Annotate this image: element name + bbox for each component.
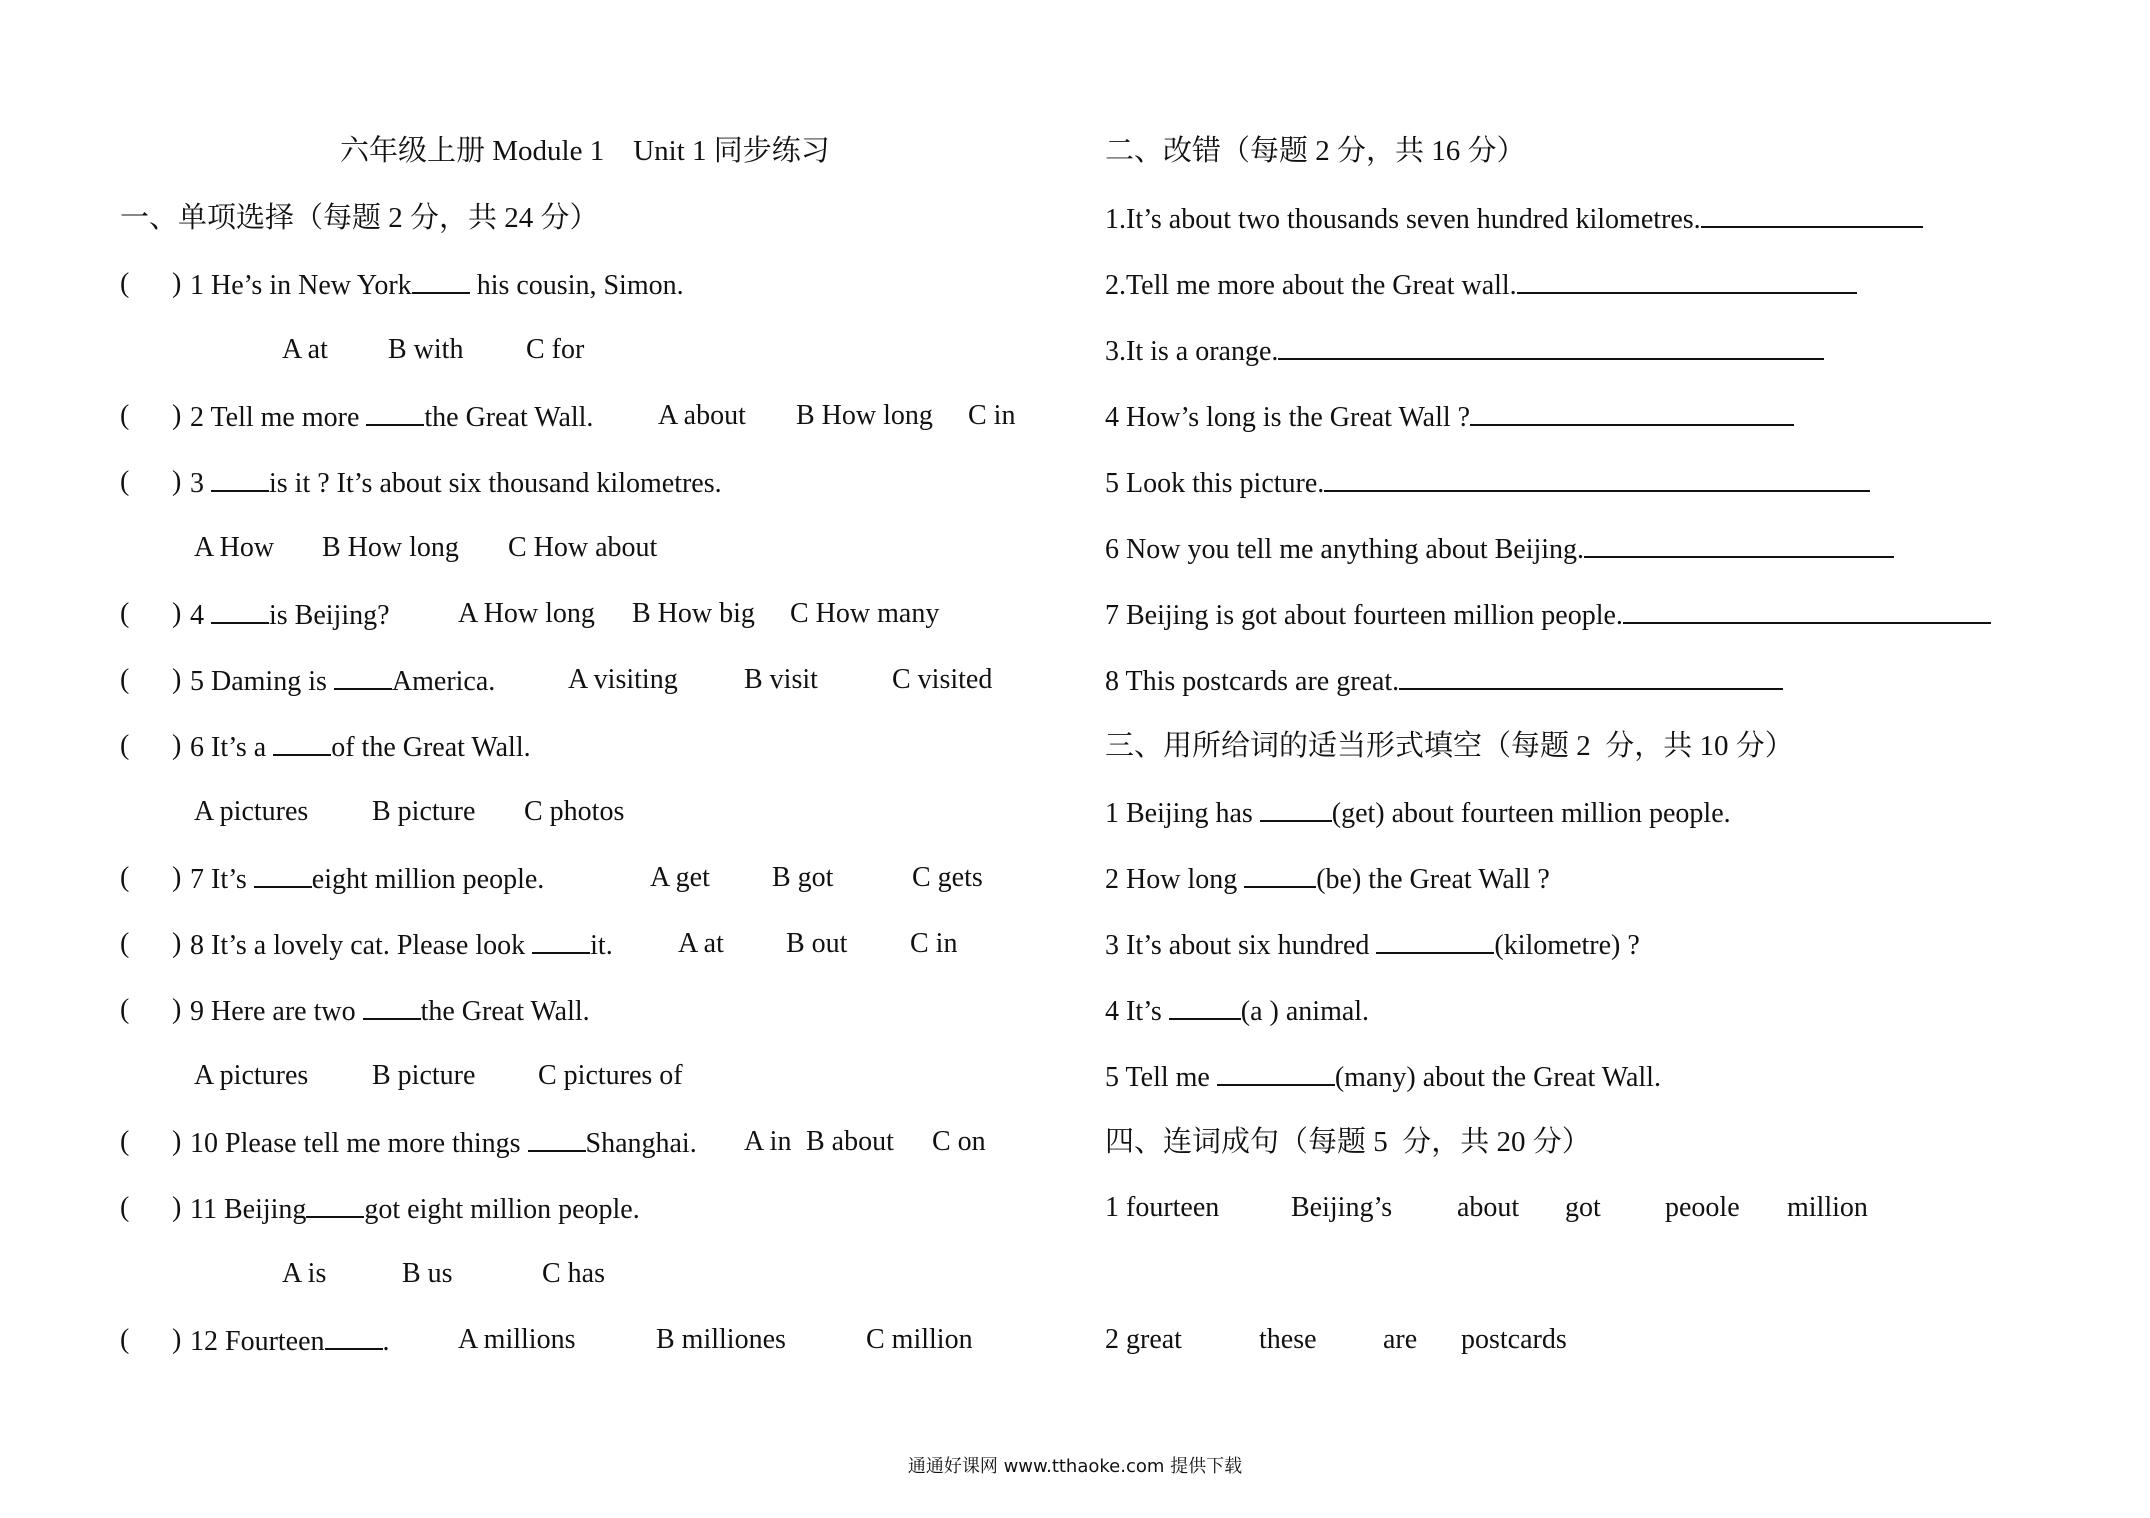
correction-sentence: 6 Now you tell me anything about Beijing. xyxy=(1105,534,1585,565)
question-text-part: America. xyxy=(391,666,496,697)
answer-blank[interactable] xyxy=(1324,468,1870,492)
answer-paren-close: ) xyxy=(172,664,182,695)
question-3-options xyxy=(120,534,1080,574)
fill-item-1 xyxy=(1105,798,2105,838)
correction-item-2 xyxy=(1105,270,2105,310)
answer-blank[interactable] xyxy=(254,864,312,888)
question-5 xyxy=(120,666,1080,706)
question-text-part: 2 Tell me more xyxy=(190,402,367,433)
option-c: C How about xyxy=(508,532,658,563)
fill-text-part: (many) about the Great Wall. xyxy=(1334,1062,1661,1093)
option-c: C pictures of xyxy=(538,1060,683,1091)
question-text xyxy=(190,600,390,630)
option-a: A pictures xyxy=(194,1060,309,1091)
question-text xyxy=(190,930,613,960)
correction-item-5 xyxy=(1105,468,2105,508)
answer-blank[interactable] xyxy=(1260,798,1332,822)
correction-item-1 xyxy=(1105,204,2105,244)
option-b: B How long xyxy=(322,532,459,563)
option-a: A get xyxy=(650,862,710,893)
question-12 xyxy=(120,1326,1080,1366)
option-c: C in xyxy=(968,400,1016,431)
answer-blank[interactable] xyxy=(532,930,590,954)
answer-blank[interactable] xyxy=(1517,270,1857,294)
answer-blank[interactable] xyxy=(211,468,269,492)
option-c: C visited xyxy=(892,664,993,695)
option-b: B got xyxy=(772,862,834,893)
fill-text-part: (be) the Great Wall ? xyxy=(1316,864,1550,895)
fill-item-3 xyxy=(1105,930,2105,970)
question-9-options xyxy=(120,1062,1080,1102)
option-b: B How big xyxy=(632,598,755,629)
option-b: B visit xyxy=(744,664,818,695)
answer-paren-close: ) xyxy=(172,268,182,299)
option-b: B out xyxy=(786,928,848,959)
question-10 xyxy=(120,1128,1080,1168)
correction-item-8 xyxy=(1105,666,2105,706)
answer-blank[interactable] xyxy=(325,1326,383,1350)
sentence-build-2 xyxy=(1105,1326,2105,1366)
question-1 xyxy=(120,270,1080,310)
question-6-options xyxy=(120,798,1080,838)
question-text xyxy=(190,732,531,762)
answer-blank[interactable] xyxy=(1623,600,1991,624)
answer-blank[interactable] xyxy=(528,1128,586,1152)
question-text-part: . xyxy=(382,1326,390,1357)
question-text-part: his cousin, Simon. xyxy=(469,270,684,301)
answer-blank[interactable] xyxy=(1399,666,1783,690)
question-11-options xyxy=(120,1260,1080,1300)
question-3 xyxy=(120,468,1080,508)
question-text xyxy=(190,666,495,696)
word-tile: got xyxy=(1565,1192,1601,1223)
answer-paren-close: ) xyxy=(172,466,182,497)
option-b: B picture xyxy=(372,796,476,827)
answer-blank[interactable] xyxy=(366,402,424,426)
answer-blank[interactable] xyxy=(412,270,470,294)
option-b: B How long xyxy=(796,400,933,431)
sentence-build-1 xyxy=(1105,1194,2105,1234)
fill-text-part: 3 It’s about six hundred xyxy=(1105,930,1377,961)
answer-blank[interactable] xyxy=(1470,402,1794,426)
answer-paren-close: ) xyxy=(172,1324,182,1355)
question-text xyxy=(190,1194,640,1224)
question-4 xyxy=(120,600,1080,640)
question-text-part: 10 Please tell me more things xyxy=(190,1128,528,1159)
answer-paren-open: ( xyxy=(120,994,130,1025)
option-a: A visiting xyxy=(568,664,678,695)
answer-paren-open: ( xyxy=(120,928,130,959)
answer-blank[interactable] xyxy=(1376,930,1494,954)
correction-sentence: 1.It’s about two thousands seven hundred kilometres. xyxy=(1105,204,1701,235)
answer-paren-open: ( xyxy=(120,1324,130,1355)
fill-text-part: (a ) animal. xyxy=(1240,996,1370,1027)
answer-paren-close: ) xyxy=(172,1192,182,1223)
correction-sentence: 2.Tell me more about the Great wall. xyxy=(1105,270,1517,301)
word-tile: million xyxy=(1787,1192,1868,1223)
correction-sentence: 3.It is a orange. xyxy=(1105,336,1279,367)
question-text-part: is Beijing? xyxy=(269,600,390,631)
option-a: A at xyxy=(282,334,328,365)
option-c: C has xyxy=(542,1258,605,1289)
option-b: B picture xyxy=(372,1060,476,1091)
answer-paren-close: ) xyxy=(172,400,182,431)
option-c: C photos xyxy=(524,796,625,827)
question-11 xyxy=(120,1194,1080,1234)
word-tile: about xyxy=(1457,1192,1520,1223)
fill-text-part: 5 Tell me xyxy=(1105,1062,1217,1093)
option-a: A millions xyxy=(458,1324,576,1355)
option-a: A How long xyxy=(458,598,595,629)
question-text-part: 9 Here are two xyxy=(190,996,363,1027)
fill-text-part: 4 It’s xyxy=(1105,996,1169,1027)
question-text-part: 4 xyxy=(190,600,211,631)
question-text-part: the Great Wall. xyxy=(424,402,594,433)
correction-item-4 xyxy=(1105,402,2105,442)
question-text xyxy=(190,864,544,894)
question-text-part: 3 xyxy=(190,468,211,499)
answer-paren-open: ( xyxy=(120,862,130,893)
option-a: A pictures xyxy=(194,796,309,827)
answer-blank[interactable] xyxy=(1244,864,1316,888)
question-text xyxy=(190,1128,697,1158)
question-text-part: it. xyxy=(590,930,613,961)
option-c: C gets xyxy=(912,862,983,893)
question-text-part: got eight million people. xyxy=(364,1194,640,1225)
question-text-part: 12 Fourteen xyxy=(190,1326,325,1357)
answer-paren-open: ( xyxy=(120,730,130,761)
correction-sentence: 8 This postcards are great. xyxy=(1105,666,1400,697)
question-text-part: 5 Daming is xyxy=(190,666,334,697)
fill-text-part: (get) about fourteen million people. xyxy=(1331,798,1731,829)
fill-text-part: 2 How long xyxy=(1105,864,1245,895)
correction-item-3 xyxy=(1105,336,2105,376)
fill-item-4 xyxy=(1105,996,2105,1036)
question-text-part: eight million people. xyxy=(311,864,545,895)
correction-item-6 xyxy=(1105,534,2105,574)
option-b: B us xyxy=(402,1258,453,1289)
question-text-part: of the Great Wall. xyxy=(331,732,531,763)
option-c: C for xyxy=(526,334,585,365)
question-1-options xyxy=(120,336,1080,376)
question-text-part: 7 It’s xyxy=(190,864,254,895)
answer-paren-close: ) xyxy=(172,862,182,893)
answer-blank[interactable] xyxy=(363,996,421,1020)
option-c: C on xyxy=(932,1126,986,1157)
worksheet-title: 六年级上册 Module 1 Unit 1 同步练习 xyxy=(340,135,830,167)
question-text xyxy=(190,402,593,432)
option-c: C in xyxy=(910,928,958,959)
fill-item-5 xyxy=(1105,1062,2105,1102)
option-a: A at xyxy=(678,928,724,959)
answer-paren-close: ) xyxy=(172,1126,182,1157)
option-a: A How xyxy=(194,532,275,563)
answer-blank[interactable] xyxy=(1701,204,1923,228)
section4-heading: 四、连词成句（每题 5 分，共 20 分） xyxy=(1105,1126,1591,1158)
answer-blank[interactable] xyxy=(1169,996,1241,1020)
option-a: A is xyxy=(282,1258,327,1289)
answer-blank[interactable] xyxy=(1584,534,1894,558)
answer-blank[interactable] xyxy=(1217,1062,1335,1086)
option-c: C million xyxy=(866,1324,973,1355)
question-text xyxy=(190,1326,390,1356)
question-9 xyxy=(120,996,1080,1036)
fill-text-part: 1 Beijing has xyxy=(1105,798,1260,829)
word-tile: these xyxy=(1259,1324,1317,1355)
fill-text-part: (kilometre) ? xyxy=(1494,930,1640,961)
answer-paren-open: ( xyxy=(120,1192,130,1223)
question-text-part: 1 He’s in New York xyxy=(190,270,412,301)
correction-sentence: 7 Beijing is got about fourteen million people. xyxy=(1105,600,1623,631)
question-text-part: the Great Wall. xyxy=(420,996,590,1027)
word-tile: are xyxy=(1383,1324,1418,1355)
fill-item-2 xyxy=(1105,864,2105,904)
option-a: A about xyxy=(658,400,746,431)
answer-paren-open: ( xyxy=(120,466,130,497)
question-text xyxy=(190,996,590,1026)
option-b: B with xyxy=(388,334,464,365)
correction-item-7 xyxy=(1105,600,2105,640)
question-text-part: Shanghai. xyxy=(585,1128,697,1159)
question-text xyxy=(190,468,722,498)
word-tile: peoole xyxy=(1665,1192,1740,1223)
section1-heading: 一、单项选择（每题 2 分，共 24 分） xyxy=(120,202,599,234)
answer-blank[interactable] xyxy=(273,732,331,756)
answer-paren-close: ) xyxy=(172,928,182,959)
option-b: B milliones xyxy=(656,1324,786,1355)
word-tile: 2 great xyxy=(1105,1324,1182,1355)
answer-paren-close: ) xyxy=(172,730,182,761)
section3-heading: 三、用所给词的适当形式填空（每题 2 分，共 10 分） xyxy=(1105,730,1794,762)
answer-blank[interactable] xyxy=(211,600,269,624)
footer-credit: 通通好课网 www.tthaoke.com 提供下载 xyxy=(907,1456,1243,1477)
answer-blank[interactable] xyxy=(306,1194,364,1218)
question-text-part: 11 Beijing xyxy=(190,1194,307,1225)
word-tile: 1 fourteen xyxy=(1105,1192,1220,1223)
correction-sentence: 4 How’s long is the Great Wall ? xyxy=(1105,402,1471,433)
word-tile: Beijing’s xyxy=(1291,1192,1393,1223)
answer-blank[interactable] xyxy=(334,666,392,690)
question-8 xyxy=(120,930,1080,970)
answer-paren-close: ) xyxy=(172,994,182,1025)
question-2 xyxy=(120,402,1080,442)
word-tile: postcards xyxy=(1461,1324,1567,1355)
answer-paren-open: ( xyxy=(120,268,130,299)
option-c: C How many xyxy=(790,598,940,629)
question-6 xyxy=(120,732,1080,772)
answer-paren-open: ( xyxy=(120,1126,130,1157)
section2-heading: 二、改错（每题 2 分，共 16 分） xyxy=(1105,135,1526,167)
question-text-part: 6 It’s a xyxy=(190,732,274,763)
question-text xyxy=(190,270,684,300)
option-a: A in xyxy=(744,1126,792,1157)
correction-sentence: 5 Look this picture. xyxy=(1105,468,1325,499)
answer-paren-open: ( xyxy=(120,598,130,629)
answer-paren-open: ( xyxy=(120,664,130,695)
question-text-part: 8 It’s a lovely cat. Please look xyxy=(190,930,533,961)
question-text-part: is it ? It’s about six thousand kilometres. xyxy=(269,468,722,499)
answer-paren-close: ) xyxy=(172,598,182,629)
option-b: B about xyxy=(806,1126,894,1157)
question-7 xyxy=(120,864,1080,904)
answer-blank[interactable] xyxy=(1278,336,1824,360)
answer-paren-open: ( xyxy=(120,400,130,431)
